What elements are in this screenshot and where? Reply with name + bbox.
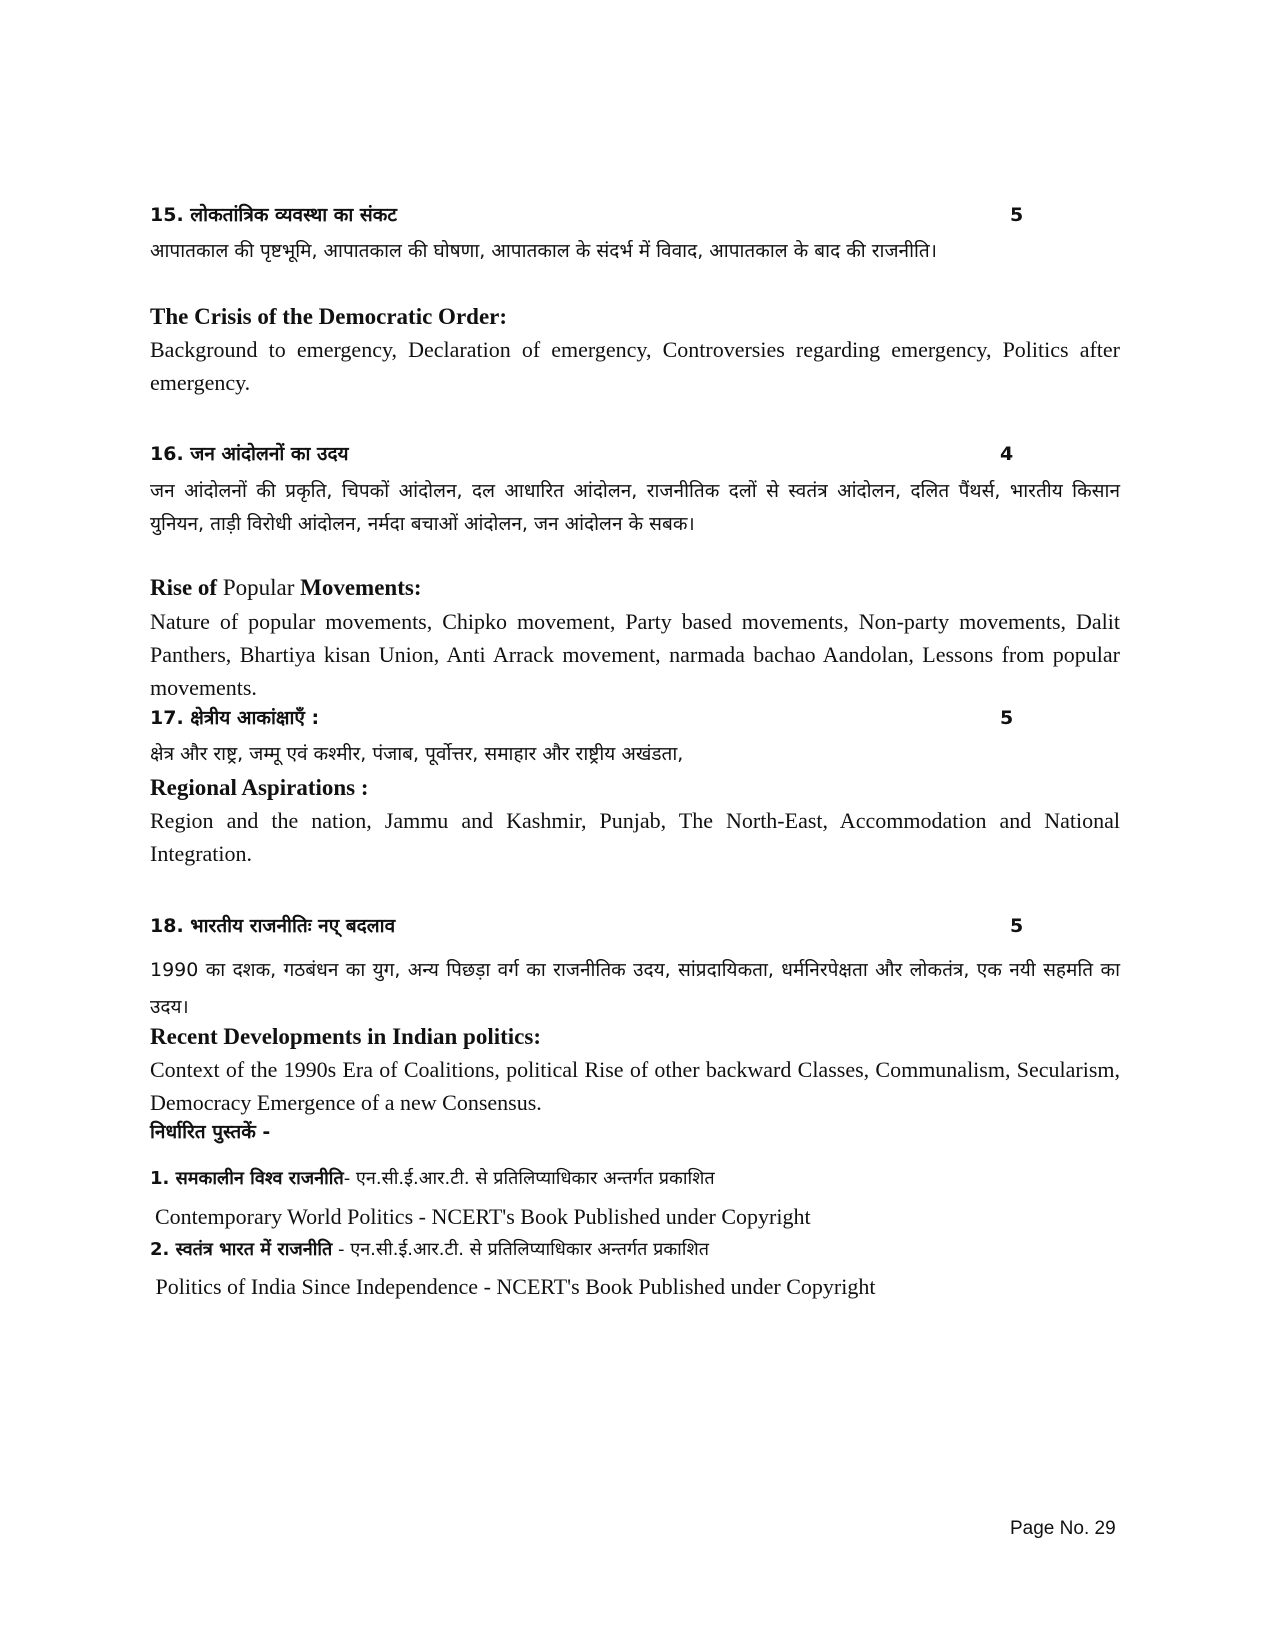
- unit-17-title: 17. क्षेत्रीय आकांक्षाएँ :: [150, 707, 320, 729]
- unit-16-english-title: [150, 573, 1120, 603]
- unit-16-hindi-text: जन आंदोलनों की प्रकृति, चिपकों आंदोलन, दल आधारित आंदोलन, राजनीतिक दलों से स्वतंत्र आंदोलन, दलित पैंथर्स, भारतीय किसान युनियन, ताड़ी विरोधी आंदोलन, नर्मदा बचाओं आंदोलन, जन आंदोलन के सबक।: [150, 480, 1120, 535]
- unit-18-english-text: Context of the 1990s Era of Coalitions, political Rise of other backward Classes, Communalism, Secularism, Democracy Emergence of a new Consensus.: [150, 1057, 1120, 1115]
- prescribed-books-heading: निर्धारित पुस्तकें -: [150, 1121, 271, 1143]
- book-2-hindi-note: - एन.सी.ई.आर.टी. से प्रतिलिप्याधिकार अन्तर्गत प्रकाशित: [332, 1239, 709, 1260]
- unit-15-english-text: Background to emergency, Declaration of emergency, Controversies regarding emergency, Politics after emergency.: [150, 337, 1120, 395]
- unit-15-marks: 5: [1010, 204, 1024, 226]
- unit-16-title-part-3: Movements:: [300, 575, 422, 600]
- unit-18-marks: 5: [1010, 915, 1024, 937]
- unit-18-hindi-text: 1990 का दशक, गठबंधन का युग, अन्य पिछड़ा वर्ग का राजनीतिक उदय, सांप्रदायिकता, धर्मनिरपेक्षता और लोकतंत्र, एक नयी सहमति का उदय।: [150, 959, 1120, 1018]
- book-2-hindi: [150, 1238, 709, 1262]
- unit-16-title: 16. जन आंदोलनों का उदय: [150, 443, 349, 465]
- unit-16-marks: 4: [1000, 443, 1014, 465]
- unit-16-title-part-2: Popular: [217, 575, 301, 600]
- unit-15-english-title: The Crisis of the Democratic Order:: [150, 304, 508, 329]
- unit-15-hindi-text: आपातकाल की पृष्टभूमि, आपातकाल की घोषणा, आपातकाल के संदर्भ में विवाद, आपातकाल के बाद की राजनीति।: [150, 240, 937, 262]
- unit-15-title: 15. लोकतांत्रिक व्यवस्था का संकट: [150, 204, 397, 226]
- book-2-english: Politics of India Since Independence - NCERT's Book Published under Copyright: [150, 1274, 876, 1299]
- unit-17-hindi-text: क्षेत्र और राष्ट्र, जम्मू एवं कश्मीर, पंजाब, पूर्वोत्तर, समाहार और राष्ट्रीय अखंडता,: [150, 743, 684, 765]
- book-1-english: Contemporary World Politics - NCERT's Book Published under Copyright: [155, 1204, 811, 1229]
- unit-17-marks: 5: [1000, 707, 1014, 729]
- unit-16-english-text: Nature of popular movements, Chipko movement, Party based movements, Non-party movements, Dalit Panthers, Bhartiya kisan Union, Anti Arrack movement, narmada bachao Aandolan, Lessons from popular movements.: [150, 609, 1120, 700]
- book-1-hindi: [150, 1167, 715, 1191]
- unit-17-english-text: Region and the nation, Jammu and Kashmir, Punjab, The North-East, Accommodation and National Integration.: [150, 808, 1120, 866]
- book-1-hindi-note: - एन.सी.ई.आर.टी. से प्रतिलिप्याधिकार अन्तर्गत प्रकाशित: [343, 1168, 715, 1189]
- page-number: Page No. 29: [1010, 1518, 1116, 1539]
- book-1-hindi-title: 1. समकालीन विश्व राजनीति: [150, 1168, 344, 1189]
- unit-18-english-title: Recent Developments in Indian politics:: [150, 1024, 541, 1049]
- unit-18-title: 18. भारतीय राजनीतिः नए् बदलाव: [150, 915, 396, 937]
- unit-16-title-part-1: Rise of: [150, 575, 218, 600]
- book-2-hindi-title: 2. स्वतंत्र भारत में राजनीति: [150, 1239, 333, 1260]
- unit-17-english-title: Regional Aspirations :: [150, 775, 369, 800]
